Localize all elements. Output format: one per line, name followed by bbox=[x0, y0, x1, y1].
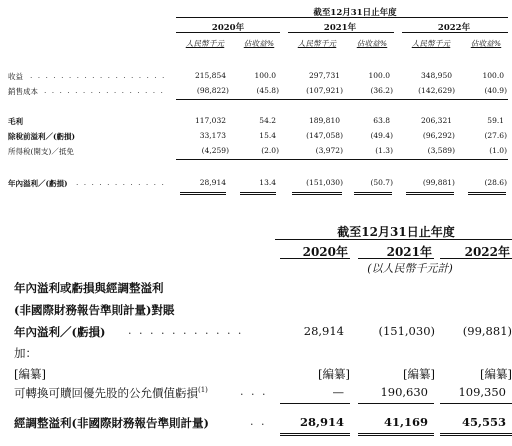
cell: 189,810 bbox=[308, 116, 340, 125]
total-rule bbox=[354, 192, 392, 195]
row-label: [編纂] bbox=[14, 367, 46, 381]
cell: (98,822) bbox=[196, 86, 229, 95]
row-label: 銷售成本 bbox=[8, 87, 38, 96]
heading-line-1: 年內溢利或虧損與經調整溢利 bbox=[14, 281, 164, 295]
financial-summary-table bbox=[0, 0, 512, 210]
row-label bbox=[14, 385, 208, 401]
cell: 28,914 bbox=[199, 178, 226, 187]
row-label: 年內溢利／(虧損) bbox=[8, 179, 68, 188]
cell: [編纂] bbox=[480, 367, 512, 381]
subheader-pct: 佔收益% bbox=[356, 39, 388, 48]
cell: (49.4) bbox=[370, 131, 393, 140]
subtotal-rule bbox=[176, 99, 508, 100]
dot-leader: . . . . . . . . . . . . bbox=[76, 178, 166, 187]
cell: (1.3) bbox=[375, 146, 393, 155]
cell: (96,292) bbox=[422, 131, 455, 140]
cell: 54.2 bbox=[259, 116, 276, 125]
total-rule bbox=[440, 433, 512, 436]
cell: (27.6) bbox=[484, 131, 507, 140]
table-row bbox=[0, 385, 512, 403]
row-label: 毛利 bbox=[8, 117, 23, 126]
total-rule bbox=[358, 433, 434, 436]
total-rule bbox=[180, 192, 226, 195]
year-rule bbox=[358, 258, 434, 259]
subtotal-rule bbox=[440, 403, 512, 404]
year-rule bbox=[176, 32, 280, 33]
table-row bbox=[0, 131, 512, 143]
year-rule bbox=[288, 32, 394, 33]
cell: (99,881) bbox=[422, 178, 455, 187]
cell: (107,921) bbox=[306, 86, 343, 95]
cell: [編纂] bbox=[403, 367, 435, 381]
cell: 100.0 bbox=[368, 71, 390, 80]
dot-leader: . . . . . . . . . . . . . . . . bbox=[44, 86, 165, 95]
total-rule bbox=[240, 192, 276, 195]
cell: (142,629) bbox=[418, 86, 455, 95]
cell: (151,030) bbox=[378, 324, 435, 338]
section-heading bbox=[0, 302, 512, 320]
cell: (3,589) bbox=[427, 146, 455, 155]
table-row bbox=[0, 345, 512, 363]
cell: 100.0 bbox=[254, 71, 276, 80]
table-row bbox=[0, 178, 512, 190]
period-header: 截至12月31日止年度 bbox=[337, 225, 455, 239]
subheader-rmb: 人民幣千元 bbox=[411, 39, 451, 48]
cell: (99,881) bbox=[462, 324, 512, 338]
dot-leader: . . . . . . . . . . . . . . . . . . bbox=[30, 71, 166, 80]
section-heading bbox=[0, 280, 512, 298]
table-row bbox=[0, 366, 512, 384]
table-row bbox=[0, 324, 512, 342]
cell: 28,914 bbox=[303, 324, 344, 338]
subheader-rmb: 人民幣千元 bbox=[185, 39, 225, 48]
year-rule bbox=[402, 32, 508, 33]
cell: 28,914 bbox=[299, 415, 344, 429]
subtotal-rule bbox=[176, 159, 508, 160]
row-label: 加： bbox=[14, 346, 37, 360]
period-header: 截至12月31日止年度 bbox=[313, 8, 397, 18]
subheader-rmb: 人民幣千元 bbox=[297, 39, 337, 48]
total-rule bbox=[468, 192, 506, 195]
table-row bbox=[0, 71, 512, 83]
year-rule bbox=[280, 258, 350, 259]
cell: (50.7) bbox=[370, 178, 393, 187]
dot-leader: . . . bbox=[240, 385, 268, 398]
cell: 13.4 bbox=[259, 178, 276, 187]
header-rule bbox=[275, 239, 512, 240]
cell: 63.8 bbox=[373, 116, 390, 125]
cell: 15.4 bbox=[259, 131, 276, 140]
cell: 59.1 bbox=[487, 116, 504, 125]
heading-line-2: (非國際財務報告準則計量)對賬 bbox=[14, 303, 175, 317]
dot-leader: . . . . . . . . . . . bbox=[128, 324, 244, 337]
cell: 100.0 bbox=[482, 71, 504, 80]
total-rule bbox=[292, 192, 342, 195]
row-label-text: 可轉換可贖回優先股的公允價值虧損 bbox=[14, 386, 198, 400]
cell: (4,259) bbox=[201, 146, 229, 155]
cell: 45,553 bbox=[461, 415, 506, 429]
cell: 109,350 bbox=[458, 385, 506, 399]
cell: 348,950 bbox=[420, 71, 452, 80]
cell: — bbox=[332, 385, 344, 399]
table-row bbox=[0, 415, 512, 433]
table-row bbox=[0, 86, 512, 98]
total-rule bbox=[406, 192, 454, 195]
year-header-2021: 2021年 bbox=[323, 23, 357, 33]
year-header-2020: 2020年 bbox=[302, 245, 348, 259]
cell: (45.8) bbox=[256, 86, 279, 95]
footnote-marker: (1) bbox=[198, 386, 208, 395]
cell: 117,032 bbox=[194, 116, 226, 125]
cell: (147,058) bbox=[306, 131, 343, 140]
cell: (151,030) bbox=[306, 178, 343, 187]
cell: 297,731 bbox=[308, 71, 340, 80]
cell: 33,173 bbox=[199, 131, 226, 140]
cell: (3,972) bbox=[315, 146, 343, 155]
cell: [編纂] bbox=[318, 367, 350, 381]
cell: 215,854 bbox=[194, 71, 226, 80]
cell: (1.0) bbox=[489, 146, 507, 155]
cell: 190,630 bbox=[380, 385, 428, 399]
year-header-2020: 2020年 bbox=[211, 23, 245, 33]
unit-note: (以人民幣千元計) bbox=[367, 262, 453, 275]
row-label: 收益 bbox=[8, 72, 23, 81]
row-label: 年內溢利／(虧損) bbox=[14, 325, 106, 339]
cell: (2.0) bbox=[261, 146, 279, 155]
row-label: 所得稅(開支)／抵免 bbox=[8, 147, 74, 156]
row-label: 經調整溢利(非國際財務報告準則計量) bbox=[14, 416, 209, 430]
cell: (40.9) bbox=[484, 86, 507, 95]
table-row bbox=[0, 146, 512, 158]
year-header-2022: 2022年 bbox=[437, 23, 471, 33]
subtotal-rule bbox=[280, 403, 350, 404]
cell: (28.6) bbox=[484, 178, 507, 187]
subheader-pct: 佔收益% bbox=[470, 39, 502, 48]
dot-leader: . . bbox=[250, 415, 267, 428]
cell: 206,321 bbox=[420, 116, 452, 125]
cell: (36.2) bbox=[370, 86, 393, 95]
subtotal-rule bbox=[358, 403, 434, 404]
header-rule bbox=[176, 17, 508, 18]
cell: 41,169 bbox=[383, 415, 428, 429]
subheader-pct: 佔收益% bbox=[243, 39, 275, 48]
year-header-2021: 2021年 bbox=[386, 245, 432, 259]
total-rule bbox=[280, 433, 350, 436]
table-row bbox=[0, 116, 512, 128]
year-rule bbox=[440, 258, 512, 259]
row-label: 除稅前溢利／(虧損) bbox=[8, 132, 76, 141]
adjusted-profit-reconciliation-table bbox=[0, 215, 512, 446]
year-header-2022: 2022年 bbox=[464, 245, 510, 259]
